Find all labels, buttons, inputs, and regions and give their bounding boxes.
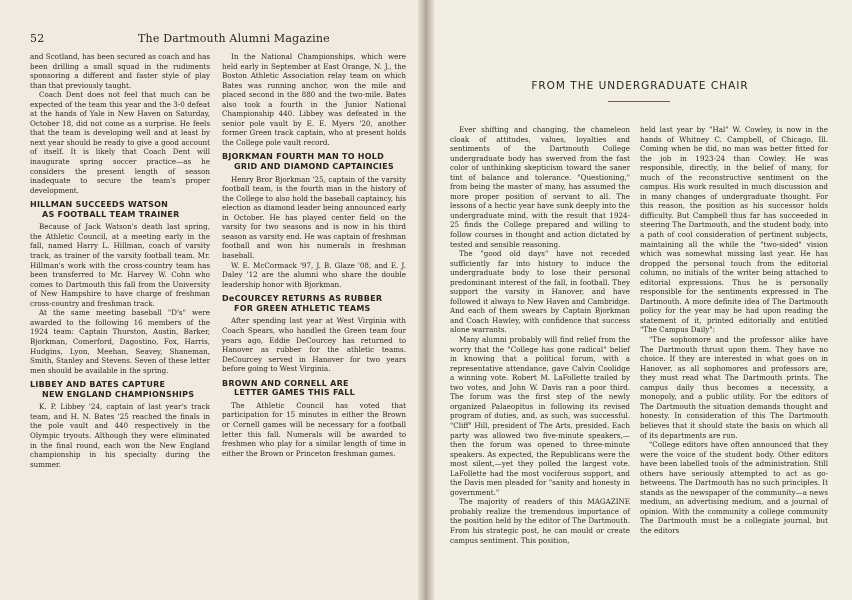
right-column-2 <box>640 125 828 536</box>
headline-line-2: NEW ENGLAND CHAMPIONSHIPS <box>42 389 195 399</box>
paragraph: K. P. Libbey '24, captain of last year's track team, and H. N. Bates '25 reached the finals in the pole vault and 440 respectively in the Olympic tryouts. Although they were eliminated in the final round, each won the New England championship in his specialty during the summer. <box>30 402 210 469</box>
article-headline <box>222 152 406 171</box>
article-headline <box>30 200 210 219</box>
paragraph: held last year by "Hal" W. Cowley, is now in the hands of Whitney C. Campbell, of Chicago, Ill. Coming when he did, no man was better fitted for the job in 1923-24 than Cowley. He was responsible, directly, in the belief of many, for much of the reconstructive sentiment on the campus. His work resulted in much discussion and in many changes of undergraduate thought. For this reason, the position as his successor holds difficulty. But Campbell thus far has succeeded in steering The Dartmouth, and the student body, into a path of cool consideration of pertinent subjects, maintaining all the while the "two-sided" vision which was somewhat missing last year. He has dropped the personal touch from the editorial column, no initials of the writer being attached to editorial expressions. Thus he is personally responsible for the sentiments expressed in The Dartmouth. A more definite idea of The Dartmouth policy for the year may be had upon reading the statement of it, printed editorially and entitled "The Campus Daily": <box>640 125 828 335</box>
headline-line-1: LIBBEY AND BATES CAPTURE <box>30 380 166 390</box>
headline-line-1: BJORKMAN FOURTH MAN TO HOLD <box>222 152 385 162</box>
paragraph: In the National Championships, which were held early in September at East Orange, N. J., the Boston Athletic Association relay team on which Bates was running anchor, won the mile and placed second in the 880 and the two-mile. Bates also took a fourth in the Junior National Championship 440. Libbey was defeated in the senior pole vault by E. E. Myers '20, another former Green track captain, who at present holds the College pole vault record. <box>222 52 406 147</box>
headline-line-2: LETTER GAMES THIS FALL <box>234 388 355 398</box>
paragraph: After spending last year at West Virginia with Coach Spears, who handled the Green team four years ago, Eddie DeCourcey has returned to Hanover as rubber for the athletic teams. DeCourcey served in Hanover for two years before going to West Virginia. <box>222 316 406 374</box>
paragraph: The majority of readers of this MAGAZINE probably realize the tremendous importance of the position held by the editor of The Dartmouth. From his strategic post, he can mould or create campus sentiment. This position, <box>450 497 630 545</box>
page-number: 52 <box>30 32 45 45</box>
magazine-title: The Dartmouth Alumni Magazine <box>138 32 330 45</box>
article-headline <box>222 294 406 313</box>
headline-line-1: BROWN AND CORNELL ARE <box>222 378 349 388</box>
left-column-2 <box>222 52 406 458</box>
paragraph: W. E. McCormack '97, J. B. Glaze '08, and E. J. Daley '12 are the alumni who share the double leadership honor with Bjorkman. <box>222 260 406 289</box>
paragraph: Henry Bror Bjorkman '25, captain of the varsity football team, is the fourth man in the history of the College to also hold the baseball captaincy, his election as diamond leader being announced early in October. He has played center field on the varsity for two seasons and is now in his third season as varsity end. He was captain of freshman football and won his numerals in freshman baseball. <box>222 174 406 261</box>
headline-line-1: DeCOURCEY RETURNS AS RUBBER <box>222 294 383 304</box>
article-headline <box>30 380 210 399</box>
paragraph: At the same meeting baseball "D's" were awarded to the following 16 members of the 1924 team: Captain Thurston, Austin, Barker, Bjorkman, Comerford, Dagostino, Fox, Harris, Hudgins, Lyon, Meehan, Seavey, Shaneman, Smith, Stanley and Stevens. Seven of these letter men should be available in the spring. <box>30 308 210 375</box>
paragraph: "The sophomore and the professor alike have The Dartmouth thrust upon them. They have no choice. If they are interested in what goes on in Hanover, as all sophomores and professors are, they must read what The Dartmouth prints. The campus daily thus becomes a necessity, a monopoly, and a public utility. For the editors of The Dartmouth the situation demands thought and honesty. In consideration of this The Dartmouth believes that it should state the basis on which all of its departments are run. <box>640 335 828 440</box>
right-column-1 <box>450 125 630 545</box>
section-title: FROM THE UNDERGRADUATE CHAIR <box>531 80 749 92</box>
article-headline <box>222 379 406 398</box>
paragraph: Many alumni probably will find relief from the worry that the "College has gone radical" belief in knowing that a political forum, with a representative attendance, gave Calvin Coolidge a winning vote. Robert M. LaFollette trailed by two votes, and John W. Davis ran a poor third. The forum was the first step of the newly organized Palaeopitus in following its revised program of duties, and, as such, was successful. "Cliff" Hill, president of The Arts, presided. Each party was allowed two five-minute speakers,—then the forum was opened to three-minute speakers. As expected, the Republicans were the most silent,—yet they polled the largest vote. LaFollette had the most vociferous support, and the Davis men pleaded for "sanity and honesty in government." <box>450 335 630 497</box>
paragraph: Because of Jack Watson's death last spring, the Athletic Council, at a meeting early in the fall, named Harry L. Hillman, coach of varsity track, as trainer of the varsity football team. Mr. Hillman's work with the cross-country team has been transferred to Mr. Harvey W. Cohn who comes to Dartmouth this fall from the University of New Hampshire to have charge of freshman cross-country and freshman track. <box>30 222 210 308</box>
book-gutter <box>418 0 434 600</box>
paragraph: and Scotland, has been secured as coach and has been drilling a small squad in the rudiments sponsoring a different and faster style of play than that previously taught. <box>30 52 210 90</box>
headline-line-2: AS FOOTBALL TEAM TRAINER <box>42 209 180 219</box>
title-rule <box>608 101 670 102</box>
headline-line-2: FOR GREEN ATHLETIC TEAMS <box>234 303 371 313</box>
headline-line-2: GRID AND DIAMOND CAPTAINCIES <box>234 162 394 172</box>
left-column-1 <box>30 52 210 469</box>
paragraph: The Athletic Council has voted that participation for 15 minutes in either the Brown or Cornell games will be necessary for a football letter this fall. Numerals will be awarded to freshmen who play for a similar length of time in either the Brown or Princeton freshman games. <box>222 400 406 458</box>
right-page <box>428 0 852 600</box>
paragraph: The "good old days" have not receded sufficiently far into history to induce the undergraduate body to lose their personal predominant interest of the fall, in football. They support the varsity in Hanover, and have followed it always to New Haven and Cambridge. And each of them swears by Captain Bjorkman and Coach Hawley, with confidence that success alone warrants. <box>450 249 630 335</box>
paragraph: "College editors have often announced that they were the voice of the student body. Other editors have been labelled tools of the administration. Still others have seriously attempted to act as go-betweens. The Dartmouth has no such principles. It stands as the newspaper of the community—a news medium, an advertising medium, and a journal of opinion. With the community a college community The Dartmouth must be a collegiate journal, but the editors <box>640 440 828 535</box>
headline-line-1: HILLMAN SUCCEEDS WATSON <box>30 200 169 210</box>
paragraph: Coach Dent does not feel that much can be expected of the team this year and the 3-0 defeat at the hands of Yale in New Haven on Saturday, October 18, did not come as a surprise. He feels that the team is developing well and at least by next year should be ready to give a good account of itself. It is likely that Coach Dent will inaugurate spring soccer practice—as he considers the present length of season inadequate to secure the team's proper development. <box>30 90 210 195</box>
paragraph: Ever shifting and changing, the chameleon cloak of attitudes, values, loyalties and sentiments of the Dartmouth College undergraduate body has swerved from the fast color of unthinking skepticism toward the saner tint of balance and tolerance. "Questioning," from being the master of many, has assumed the more proper position of servant to all. The lessons of a hectic year have sunk deeply into the undergraduate mind, with the result that 1924-25 finds the College prepared and willing to follow courses in thought and action dictated by tested and sensible reasoning. <box>450 125 630 249</box>
left-page <box>0 0 424 600</box>
